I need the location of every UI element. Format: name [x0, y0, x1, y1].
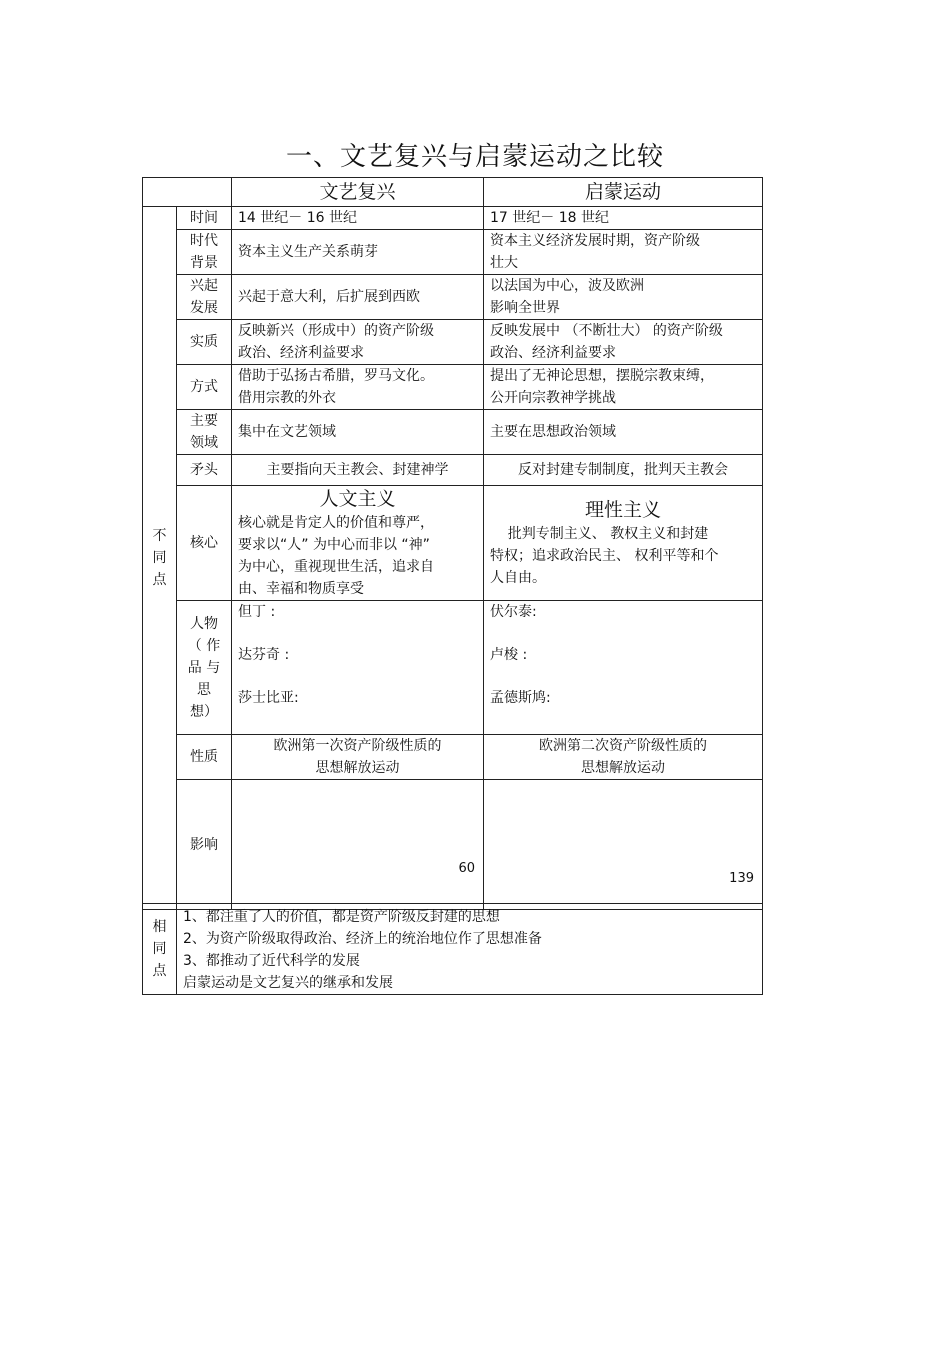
row-label-background: 时代 背景 — [177, 230, 232, 275]
row-label-core: 核心 — [177, 486, 232, 601]
person-right-1: 伏尔泰: — [490, 604, 537, 620]
row-label-essence: 实质 — [177, 320, 232, 365]
cell-people-left — [232, 601, 484, 735]
cell-way-right: 提出了无神论思想，摆脱宗教束缚， 公开向宗教神学挑战 — [484, 365, 763, 410]
cell-impact-left — [232, 780, 484, 910]
cell-field-left: 集中在文艺领域 — [232, 410, 484, 455]
page-number-right: 139 — [729, 871, 754, 886]
page-title: 一、文艺复兴与启蒙运动之比较 — [285, 142, 664, 172]
person-right-3: 孟德斯鸠: — [490, 690, 551, 706]
row-label-people: 人物 （ 作 品 与 思 想） — [177, 601, 232, 735]
similarity-item: 1、都注重了人的价值，都是资产阶级反封建的思想 — [183, 909, 500, 925]
cell-background-right: 资本主义经济发展时期，资产阶级 壮大 — [484, 230, 763, 275]
cell-core-right — [484, 486, 763, 601]
cell-way-left: 借助于弘扬古希腊，罗马文化。 借用宗教的外衣 — [232, 365, 484, 410]
similarity-item: 启蒙运动是文艺复兴的继承和发展 — [183, 975, 393, 991]
cell-background-left: 资本主义生产关系萌芽 — [232, 230, 484, 275]
comparison-table — [142, 177, 763, 910]
page-number-left: 60 — [458, 861, 475, 876]
person-left-2: 达芬奇 : — [238, 647, 290, 663]
cell-rise-left: 兴起于意大利，后扩展到西欧 — [232, 275, 484, 320]
core-right-title: 理性主义 — [584, 499, 661, 521]
cell-nature-right: 欧洲第二次资产阶级性质的 思想解放运动 — [484, 735, 763, 780]
cell-rise-right: 以法国为中心，波及欧洲 影响全世界 — [484, 275, 763, 320]
cell-field-right: 主要在思想政治领域 — [484, 410, 763, 455]
row-label-way: 方式 — [177, 365, 232, 410]
person-left-1: 但丁 : — [238, 604, 276, 620]
group-label-differences: 不 同 点 — [143, 207, 177, 910]
person-left-3: 莎士比亚: — [238, 690, 299, 706]
row-label-impact: 影响 — [177, 780, 232, 910]
column-header-enlightenment: 启蒙运动 — [484, 178, 763, 207]
core-right-text: 批判专制主义、 教权主义和封建 特权；追求政治民主、 权利平等和个 人自由。 — [490, 526, 719, 586]
cell-essence-left: 反映新兴（形成中）的资产阶级 政治、经济利益要求 — [232, 320, 484, 365]
similarities-list — [177, 904, 763, 995]
similarity-item: 2、为资产阶级取得政治、经济上的统治地位作了思想准备 — [183, 931, 542, 947]
cell-target-left: 主要指向天主教会、封建神学 — [232, 455, 484, 486]
row-label-rise: 兴起 发展 — [177, 275, 232, 320]
row-label-target: 矛头 — [177, 455, 232, 486]
person-right-2: 卢梭 : — [490, 647, 528, 663]
cell-essence-right: 反映发展中 （不断壮大） 的资产阶级 政治、经济利益要求 — [484, 320, 763, 365]
cell-time-left: 14 世纪－ 16 世纪 — [232, 207, 484, 230]
column-header-renaissance: 文艺复兴 — [232, 178, 484, 207]
similarities-table — [142, 903, 763, 995]
row-label-nature: 性质 — [177, 735, 232, 780]
row-label-field: 主要 领域 — [177, 410, 232, 455]
cell-time-right: 17 世纪－ 18 世纪 — [484, 207, 763, 230]
row-label-time: 时间 — [177, 207, 232, 230]
corner-cell — [143, 178, 232, 207]
similarity-item: 3、都推动了近代科学的发展 — [183, 953, 360, 969]
cell-target-right: 反对封建专制制度，批判天主教会 — [484, 455, 763, 486]
cell-impact-right — [484, 780, 763, 910]
cell-nature-left: 欧洲第一次资产阶级性质的 思想解放运动 — [232, 735, 484, 780]
core-left-text: 核心就是肯定人的价值和尊严， 要求以“人” 为中心而非以 “神” 为中心，重视现世生活，追求自 由、幸福和物质享受 — [238, 515, 434, 597]
cell-core-left — [232, 486, 484, 601]
core-left-title: 人文主义 — [319, 488, 396, 510]
group-label-similarities: 相 同 点 — [143, 904, 177, 995]
cell-people-right — [484, 601, 763, 735]
